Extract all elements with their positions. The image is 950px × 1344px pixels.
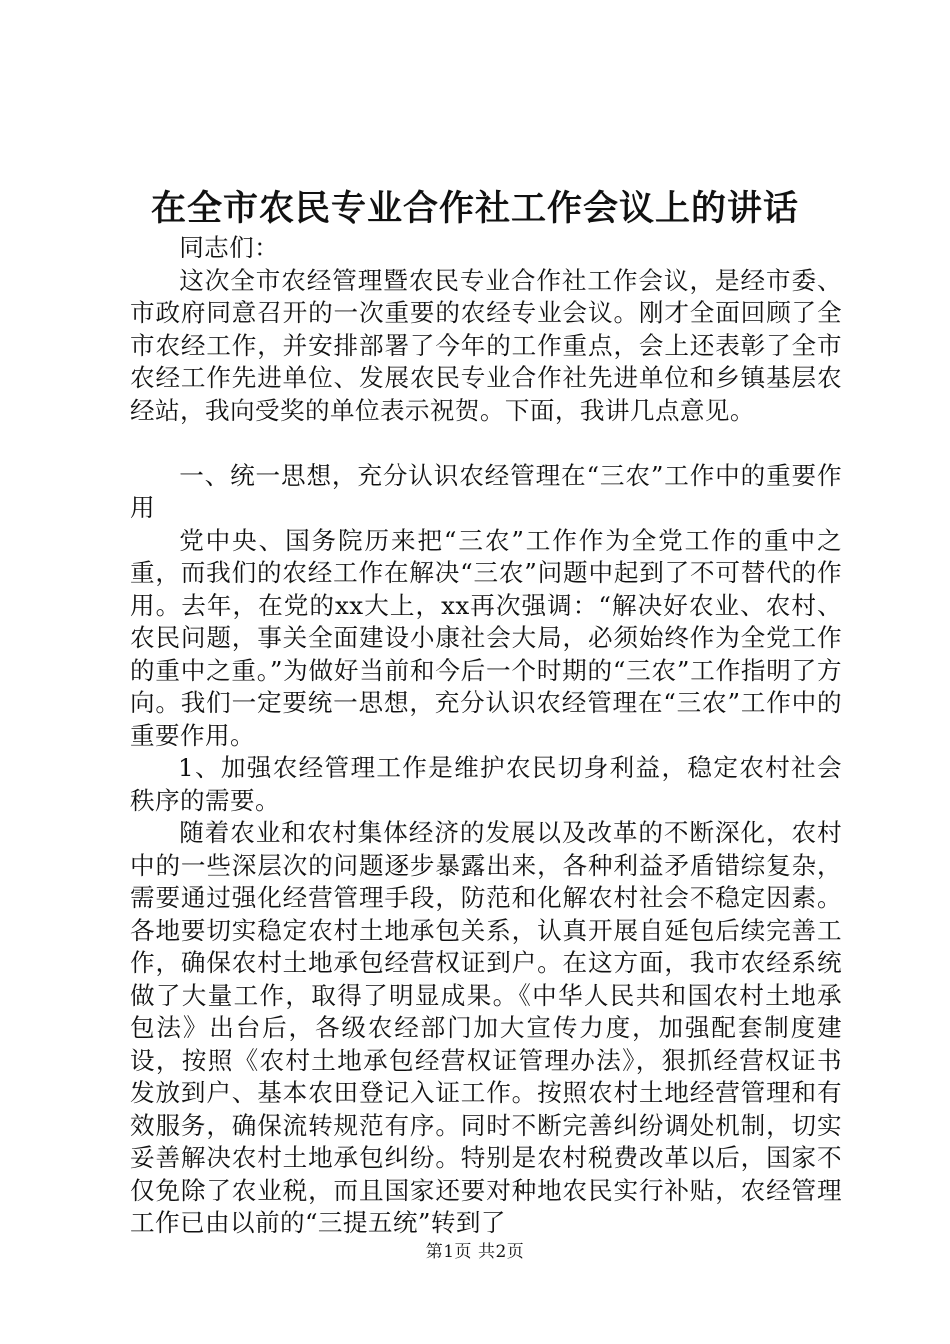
- document-body: [130, 232, 842, 1240]
- opening-paragraph: 这次全市农经管理暨农民专业合作社工作会议，是经市委、市政府同意召开的一次重要的农经专业会议。刚才全面回顾了全市农经工作，并安排部署了今年的工作重点，会上还表彰了全市农经工作先进单位、发展农民专业合作社先进单位和乡镇基层农经站，我向受奖的单位表示祝贺。下面，我讲几点意见。: [130, 265, 842, 425]
- subheading-1: 1、加强农经管理工作是维护农民切身利益，稳定农村社会秩序的需要。: [130, 753, 842, 815]
- salutation-paragraph: 同志们：: [179, 233, 280, 262]
- document-title: 在全市农民专业合作社工作会议上的讲话: [150, 188, 799, 229]
- body-paragraph: 党中央、国务院历来把“三农”工作作为全党工作的重中之重，而我们的农经工作在解决“三农”问题中起到了不可替代的作用。去年，在党的xx大上，xx再次强调：“解决好农业、农村、农民问题，事关全面建设小康社会大局，必须始终作为全党工作的重中之重。”为做好当前和今后一个时期的“三农”工作指明了方向。我们一定要统一思想，充分认识农经管理在“三农”工作中的重要作用。: [130, 525, 842, 750]
- section-heading-1: 一、统一思想，充分认识农经管理在“三农”工作中的重要作用: [130, 460, 842, 522]
- page-indicator: 第1页 共2页: [425, 1242, 525, 1262]
- body-paragraph: 随着农业和农村集体经济的发展以及改革的不断深化，农村中的一些深层次的问题逐步暴露出来，各种利益矛盾错综复杂，需要通过强化经营管理手段，防范和化解农村社会不稳定因素。各地要切实稳定农村土地承包关系，认真开展自延包后续完善工作，确保农村土地承包经营权证到户。在这方面，我市农经系统做了大量工作，取得了明显成果。《中华人民共和国农村土地承包法》出台后，各级农经部门加大宣传力度，加强配套制度建设，按照《农村土地承包经营权证管理办法》，狠抓经营权证书发放到户、基本农田登记入证工作。按照农村土地经营管理和有效服务，确保流转规范有序。同时不断完善纠纷调处机制，切实妥善解决农村土地承包纠纷。特别是农村税费改革以后，国家不仅免除了农业税，而且国家还要对种地农民实行补贴，农经管理工作已由以前的“三提五统”转到了: [130, 818, 842, 1237]
